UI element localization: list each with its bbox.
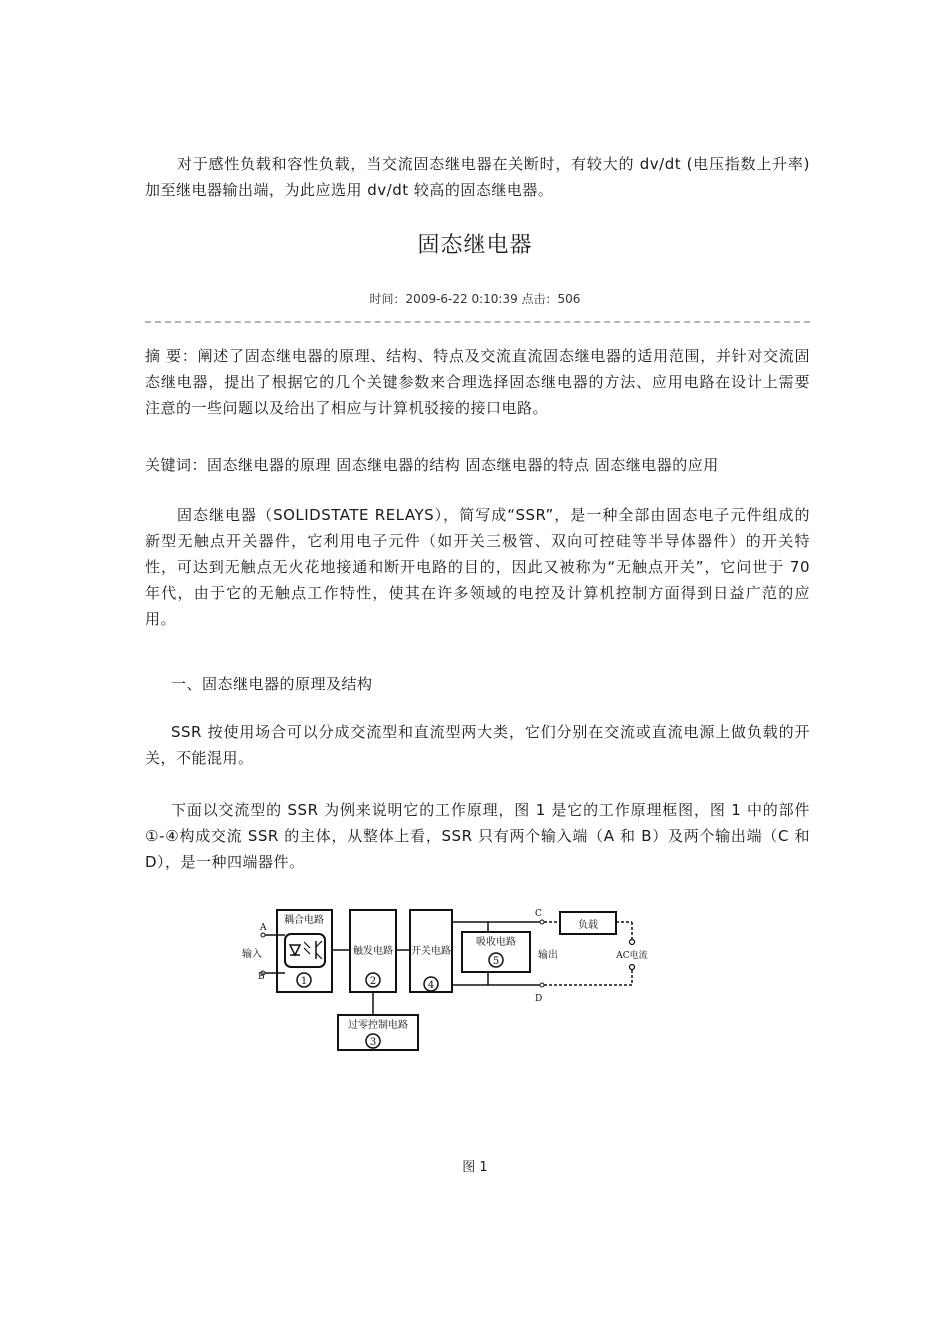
optocoupler-box bbox=[285, 934, 325, 967]
terminal-c: C bbox=[535, 909, 542, 919]
intro-ssr-paragraph: 固态继电器（SOLIDSTATE RELAYS），简写成“SSR”，是一种全部由固态电子元件组成的新型无触点开关器件，它利用电子元件（如开关三极管、双向可控硅等半导体器件）的开关特性，可达到无触点无火花地接通和断开电路的目的，因此又被称为“无触点开关”，它问世于 70 年代，由于它的无触点工作特性，使其在许多领域的电控及计算机控制方面得到日益广范的应用。 bbox=[145, 506, 810, 628]
ssr-block-diagram bbox=[230, 895, 670, 1060]
keywords-line: 关键词：固态继电器的原理 固态继电器的结构 固态继电器的特点 固态继电器的应用 bbox=[145, 456, 719, 474]
section-heading: 一、固态继电器的原理及结构 bbox=[171, 675, 373, 693]
zero-control-number: 3 bbox=[369, 1037, 377, 1048]
load-label: 负载 bbox=[578, 920, 598, 931]
figure-1 bbox=[230, 895, 670, 1064]
intro-paragraph: 对于感性负载和容性负载，当交流固态继电器在关断时，有较大的 dv/dt (电压指数上升率)加至继电器输出端，为此应选用 dv/dt 较高的固态继电器。 bbox=[145, 155, 810, 199]
absorb-number: 5 bbox=[492, 956, 500, 967]
ac-label: AC电流 bbox=[616, 951, 648, 961]
working-principle-paragraph: 下面以交流型的 SSR 为例来说明它的工作原理，图 1 是它的工作原理框图，图 1 中的部件①-④构成交流 SSR 的主体，从整体上看，SSR 只有两个输入端（A 和 B）及两个输出端（C 和 D），是一种四端器件。 bbox=[145, 801, 810, 871]
trigger-number: 2 bbox=[369, 976, 377, 987]
article-meta: 时间：2009-6-22 0:10:39 点击：506 bbox=[369, 292, 581, 306]
figure-caption: 图 1 bbox=[462, 1160, 488, 1175]
terminal-b: B bbox=[258, 972, 265, 982]
terminal-d: D bbox=[535, 994, 543, 1004]
trigger-label: 触发电路 bbox=[353, 946, 393, 957]
ssr-types-paragraph: SSR 按使用场合可以分成交流型和直流型两大类，它们分别在交流或直流电源上做负载的开关，不能混用。 bbox=[145, 723, 810, 767]
output-label: 输出 bbox=[538, 950, 558, 961]
switch-label: 开关电路 bbox=[411, 946, 451, 957]
zero-control-label: 过零控制电路 bbox=[348, 1020, 408, 1031]
led-icon bbox=[290, 945, 300, 955]
absorb-label: 吸收电路 bbox=[476, 937, 516, 948]
divider bbox=[145, 321, 810, 323]
terminal-a: A bbox=[260, 923, 267, 933]
input-label: 输入 bbox=[242, 949, 262, 960]
coupling-label: 耦合电路 bbox=[284, 915, 324, 926]
light-arrow-icon bbox=[304, 942, 310, 948]
abstract-paragraph: 摘 要：阐述了固态继电器的原理、结构、特点及交流直流固态继电器的适用范围，并针对交流固态继电器，提出了根据它的几个关键参数来合理选择固态继电器的方法、应用电路在设计上需要注意的一些问题以及给出了相应与计算机驳接的接口电路。 bbox=[145, 347, 810, 417]
switch-number: 4 bbox=[427, 980, 435, 991]
coupling-number: 1 bbox=[300, 976, 308, 987]
article-title: 固态继电器 bbox=[417, 233, 533, 258]
